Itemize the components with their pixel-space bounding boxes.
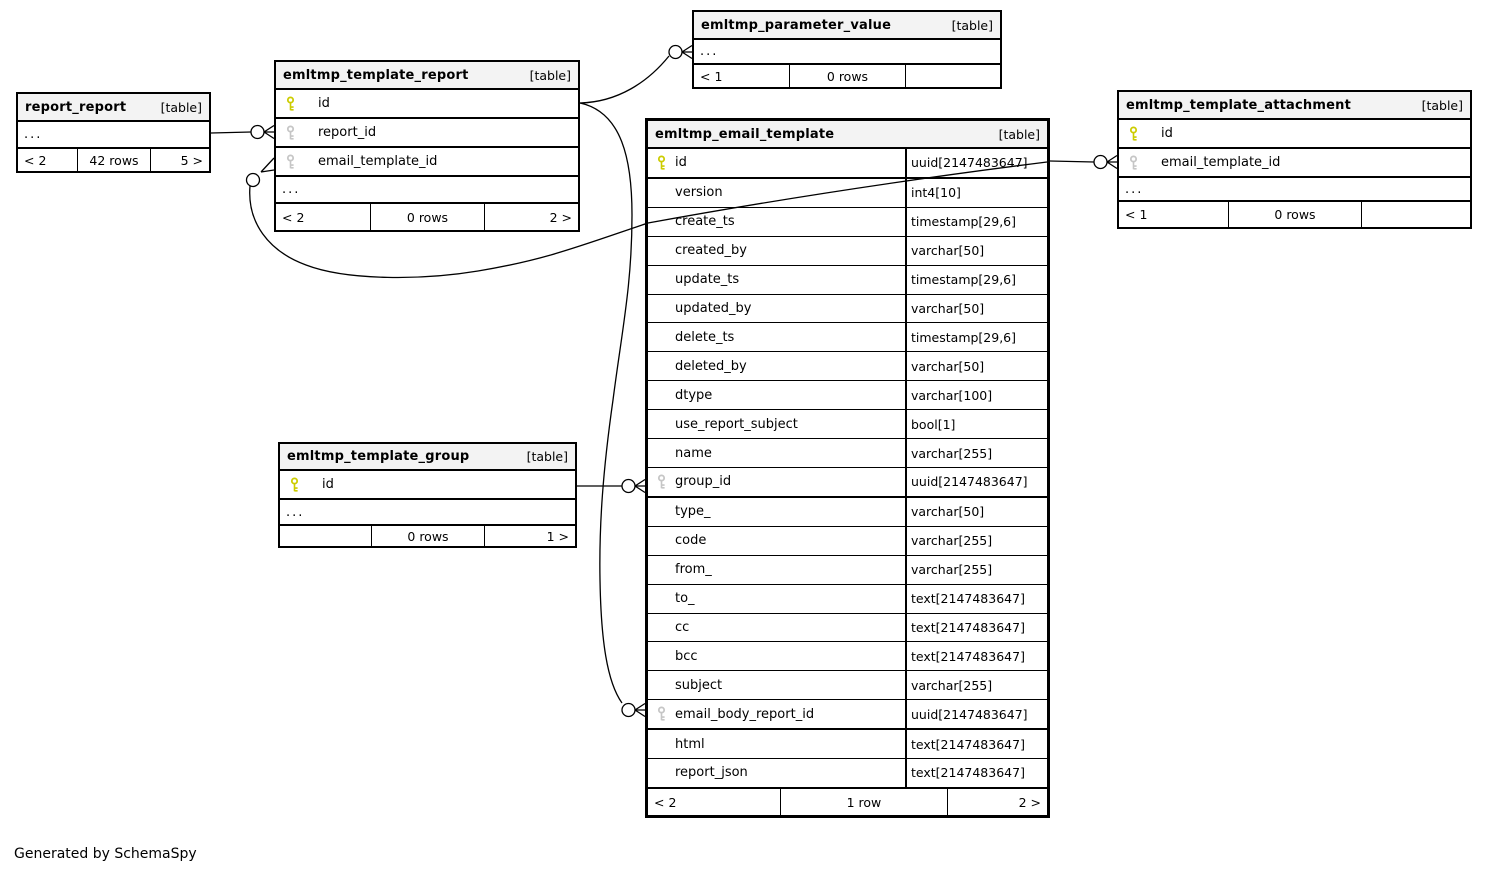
column-type: uuid[2147483647]: [905, 700, 1047, 728]
column-type: varchar[50]: [905, 237, 1047, 265]
key-icon: [1129, 126, 1138, 142]
table-footer: [648, 788, 1047, 815]
column-type: bool[1]: [905, 410, 1047, 438]
column-type: timestamp[29,6]: [905, 208, 1047, 236]
parents-count: 5 >: [150, 149, 209, 171]
collapsed-columns: ...: [694, 40, 1000, 64]
key-icon: [657, 155, 666, 171]
column-type: varchar[50]: [905, 295, 1047, 323]
key-icon: [286, 96, 295, 112]
column-type: text[2147483647]: [905, 730, 1047, 758]
table-header[interactable]: [648, 121, 1047, 149]
parents-count: 2 >: [484, 204, 578, 230]
collapsed-columns: ...: [280, 500, 575, 525]
table-report_report[interactable]: [16, 92, 211, 173]
table-footer: [280, 525, 575, 546]
children-count: < 2: [654, 794, 677, 810]
column-type: text[2147483647]: [905, 585, 1047, 613]
row-count: 1 row: [780, 789, 948, 815]
parents-count: [905, 65, 1000, 87]
column-row: created_by varchar[50]: [648, 237, 1047, 266]
table-tag: [table]: [529, 67, 571, 83]
column-row: report_id: [276, 119, 578, 148]
row-count: 42 rows: [77, 149, 150, 171]
column-row: from_ varchar[255]: [648, 556, 1047, 585]
table-footer: [694, 64, 1000, 87]
table-footer: [276, 203, 578, 230]
column-row: id: [280, 471, 575, 500]
column-row: version int4[10]: [648, 179, 1047, 208]
edge-group-email_template: [577, 480, 645, 493]
children-count: < 1: [1125, 207, 1148, 222]
column-type: timestamp[29,6]: [905, 323, 1047, 351]
parents-count: 2 >: [947, 789, 1047, 815]
table-title: emltmp_parameter_value: [701, 17, 892, 33]
column-type: timestamp[29,6]: [905, 266, 1047, 294]
table-emltmp_template_attachment[interactable]: [1117, 90, 1472, 229]
column-type: varchar[255]: [905, 671, 1047, 699]
children-count: [280, 526, 371, 546]
row-count: 0 rows: [370, 204, 485, 230]
table-emltmp_parameter_value[interactable]: [692, 10, 1002, 89]
column-row: report_json text[2147483647]: [648, 759, 1047, 788]
table-footer: [18, 148, 209, 171]
children-count: < 1: [700, 68, 723, 84]
key-icon: [657, 706, 666, 722]
column-type: varchar[255]: [905, 527, 1047, 555]
column-row: email_template_id: [276, 148, 578, 177]
table-header[interactable]: [280, 444, 575, 471]
column-row: id: [276, 90, 578, 119]
table-header[interactable]: [18, 94, 209, 122]
table-tag: [table]: [998, 126, 1040, 142]
column-row: id uuid[2147483647]: [648, 149, 1047, 179]
edge-template_report-parameter_value: [580, 46, 692, 104]
column-row: email_template_id: [1119, 149, 1470, 178]
key-icon: [290, 477, 299, 493]
table-footer: [1119, 201, 1470, 227]
column-row: delete_ts timestamp[29,6]: [648, 323, 1047, 352]
column-row: html text[2147483647]: [648, 730, 1047, 759]
table-tag: [table]: [951, 17, 993, 33]
children-count: < 2: [24, 152, 47, 168]
parents-count: [1361, 202, 1470, 227]
edge-email_template-attachment: [1050, 156, 1117, 169]
column-type: uuid[2147483647]: [905, 149, 1047, 177]
key-icon: [657, 474, 666, 490]
table-tag: [table]: [526, 449, 568, 464]
column-type: text[2147483647]: [905, 614, 1047, 642]
column-type: varchar[50]: [905, 498, 1047, 526]
column-type: varchar[50]: [905, 352, 1047, 380]
column-type: varchar[255]: [905, 556, 1047, 584]
table-header[interactable]: [276, 62, 578, 90]
column-row: email_body_report_id uuid[2147483647]: [648, 700, 1047, 730]
column-row: update_ts timestamp[29,6]: [648, 266, 1047, 295]
column-row: to_ text[2147483647]: [648, 585, 1047, 614]
column-row: use_report_subject bool[1]: [648, 410, 1047, 439]
table-emltmp_template_group[interactable]: [278, 442, 577, 548]
edge-report_report-template_report: [211, 126, 274, 139]
row-count: 0 rows: [371, 526, 483, 546]
column-type: varchar[255]: [905, 439, 1047, 467]
table-header[interactable]: [1119, 92, 1470, 120]
table-header[interactable]: [694, 12, 1000, 40]
table-title: emltmp_template_group: [287, 449, 470, 464]
children-count: < 2: [282, 209, 305, 225]
table-tag: [table]: [1421, 97, 1463, 113]
key-icon: [286, 125, 295, 141]
row-count: 0 rows: [1228, 202, 1361, 227]
collapsed-columns: ...: [18, 122, 209, 148]
key-icon: [1129, 155, 1138, 171]
column-type: varchar[100]: [905, 381, 1047, 409]
column-row: group_id uuid[2147483647]: [648, 468, 1047, 498]
column-row: name varchar[255]: [648, 439, 1047, 468]
edge-template_report-email_body_report_id: [580, 103, 645, 717]
column-type: text[2147483647]: [905, 642, 1047, 670]
row-count: 0 rows: [789, 65, 905, 87]
column-type: text[2147483647]: [905, 759, 1047, 787]
column-type: uuid[2147483647]: [905, 468, 1047, 496]
column-row: id: [1119, 120, 1470, 149]
collapsed-columns: ...: [276, 177, 578, 203]
table-title: emltmp_template_attachment: [1126, 97, 1351, 113]
table-title: report_report: [25, 99, 127, 115]
column-row: deleted_by varchar[50]: [648, 352, 1047, 381]
table-emltmp_template_report[interactable]: [274, 60, 580, 232]
column-row: dtype varchar[100]: [648, 381, 1047, 410]
column-row: subject varchar[255]: [648, 671, 1047, 700]
column-row: type_ varchar[50]: [648, 498, 1047, 527]
key-icon: [286, 154, 295, 170]
column-row: cc text[2147483647]: [648, 614, 1047, 643]
parents-count: 1 >: [484, 526, 575, 546]
table-emltmp_email_template[interactable]: [645, 118, 1050, 818]
column-type: int4[10]: [905, 179, 1047, 207]
generated-by-note: Generated by SchemaSpy: [14, 846, 197, 862]
column-row: code varchar[255]: [648, 527, 1047, 556]
column-row: bcc text[2147483647]: [648, 642, 1047, 671]
collapsed-columns: ...: [1119, 178, 1470, 201]
table-tag: [table]: [160, 99, 202, 115]
column-row: updated_by varchar[50]: [648, 295, 1047, 324]
column-row: create_ts timestamp[29,6]: [648, 208, 1047, 237]
table-title: emltmp_email_template: [655, 126, 835, 142]
table-title: emltmp_template_report: [283, 67, 469, 83]
